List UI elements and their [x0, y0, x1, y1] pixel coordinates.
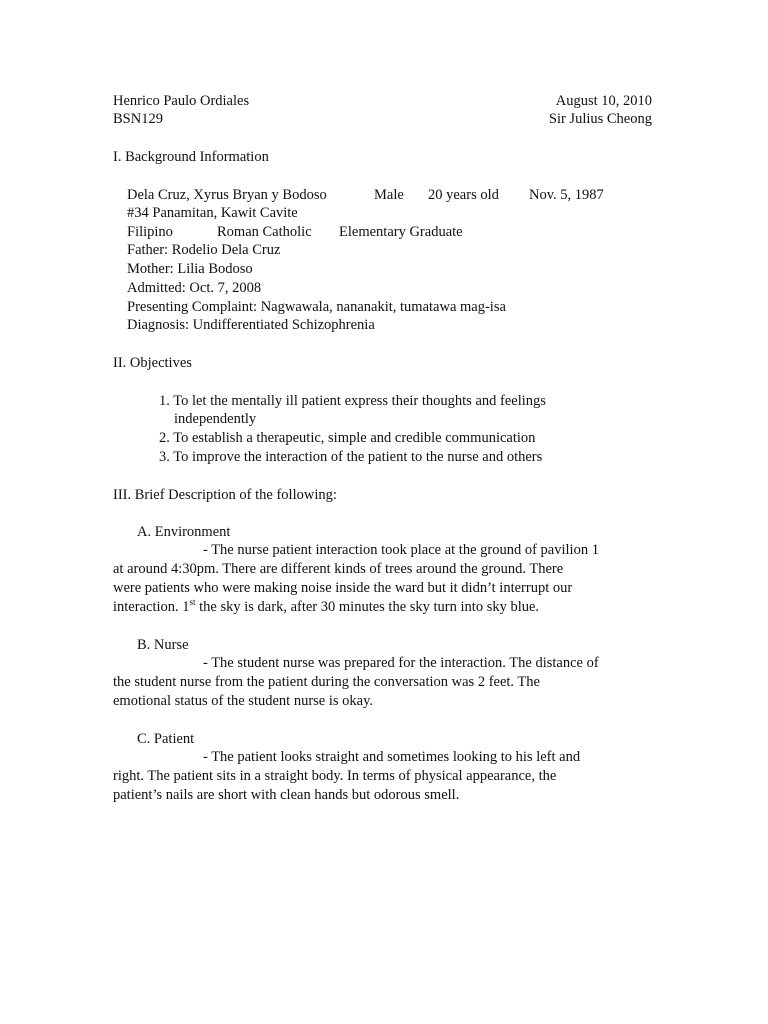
- patient-religion: Roman Catholic: [217, 224, 312, 240]
- diagnosis: Diagnosis: Undifferentiated Schizophrenia: [127, 317, 375, 333]
- nurse-paragraph-line: - The student nurse was prepared for the interaction. The distance of: [203, 655, 599, 671]
- environment-paragraph-line: [113, 598, 539, 617]
- section-heading-description: III. Brief Description of the following:: [113, 487, 337, 503]
- course-code: BSN129: [113, 111, 163, 127]
- patient-mother: Mother: Lilia Bodoso: [127, 261, 253, 277]
- patient-paragraph-line: - The patient looks straight and sometimes looking to his left and: [203, 749, 581, 765]
- patient-father: Father: Rodelio Dela Cruz: [127, 242, 281, 258]
- section-heading-objectives: II. Objectives: [113, 355, 192, 371]
- objective-1: 1. To let the mentally ill patient express their thoughts and feelings: [159, 393, 546, 409]
- admission-date: Admitted: Oct. 7, 2008: [127, 280, 262, 296]
- subheading-nurse: B. Nurse: [137, 637, 189, 653]
- instructor-name: Sir Julius Cheong: [548, 111, 652, 127]
- section-heading-background: I. Background Information: [113, 149, 269, 165]
- patient-age: 20 years old: [428, 187, 499, 203]
- patient-sex: Male: [374, 187, 404, 203]
- patient-paragraph-line: patient’s nails are short with clean hands but odorous smell.: [113, 787, 460, 803]
- environment-paragraph-line: were patients who were making noise inside the ward but it didn’t interrupt our: [113, 580, 573, 596]
- patient-address: #34 Panamitan, Kawit Cavite: [127, 205, 298, 221]
- author-name: Henrico Paulo Ordiales: [113, 93, 250, 109]
- environment-text: interaction. 1: [113, 599, 190, 615]
- patient-name: Dela Cruz, Xyrus Bryan y Bodoso: [127, 187, 327, 203]
- presenting-complaint: Presenting Complaint: Nagwawala, nananakit, tumatawa mag-isa: [127, 299, 506, 315]
- patient-nationality: Filipino: [127, 224, 173, 240]
- report-date: August 10, 2010: [555, 93, 652, 109]
- patient-education: Elementary Graduate: [339, 224, 463, 240]
- objective-2: 2. To establish a therapeutic, simple and credible communication: [159, 430, 536, 446]
- patient-paragraph-line: right. The patient sits in a straight body. In terms of physical appearance, the: [113, 768, 557, 784]
- objective-1-continued: independently: [174, 411, 257, 427]
- subheading-patient: C. Patient: [137, 731, 195, 747]
- nurse-paragraph-line: the student nurse from the patient during the conversation was 2 feet. The: [113, 674, 540, 690]
- objective-3: 3. To improve the interaction of the patient to the nurse and others: [159, 449, 543, 465]
- environment-text: the sky is dark, after 30 minutes the sky turn into sky blue.: [195, 599, 540, 615]
- environment-paragraph-line: at around 4:30pm. There are different kinds of trees around the ground. There: [113, 561, 564, 577]
- patient-birthdate: Nov. 5, 1987: [529, 187, 604, 203]
- ordinal-suffix: st: [189, 597, 196, 608]
- subheading-environment: A. Environment: [137, 524, 231, 540]
- environment-paragraph-line: - The nurse patient interaction took place at the ground of pavilion 1: [203, 542, 599, 558]
- nurse-paragraph-line: emotional status of the student nurse is okay.: [113, 693, 374, 709]
